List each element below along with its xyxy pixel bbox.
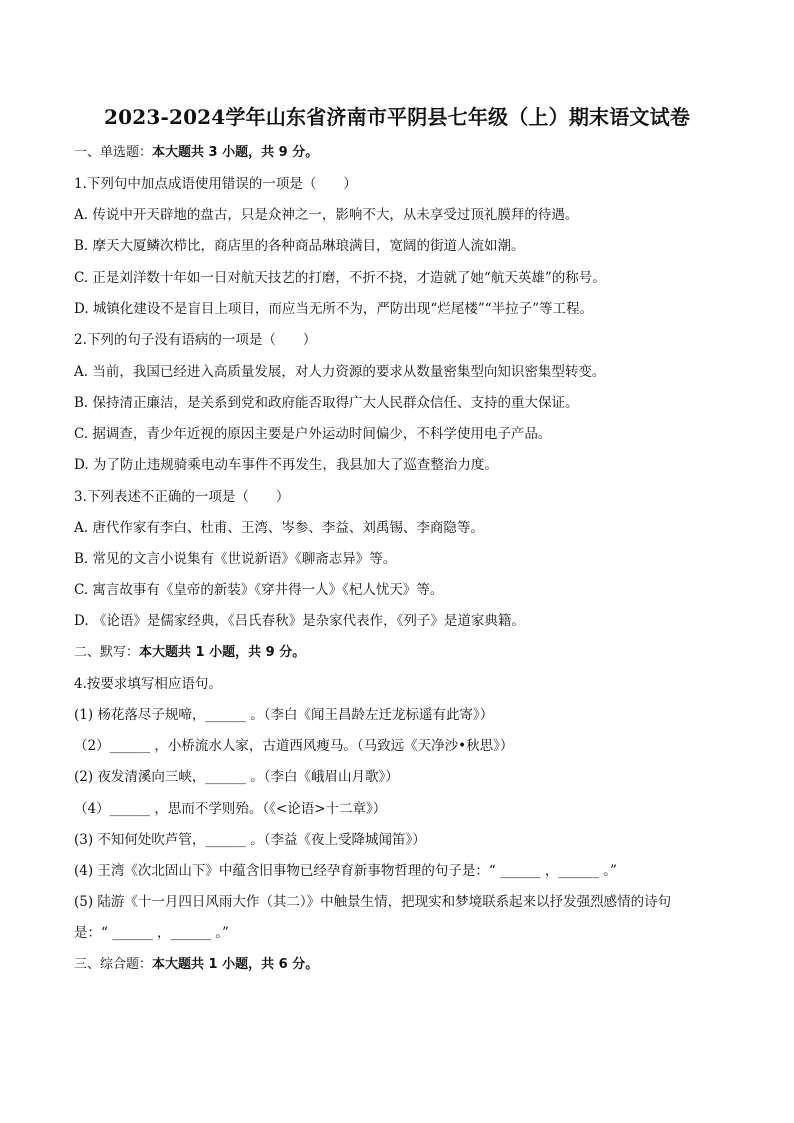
section-heading-comprehensive <box>74 955 734 975</box>
section-heading-single-choice <box>74 143 734 163</box>
question-4-item-4: （4）______ ，思而不学则殆。（《<论语>十二章》） <box>74 801 387 817</box>
question-4-item-6: (4) 王湾《次北固山下》中蕴含旧事物已经孕育新事物哲理的句子是：“ ______ ，______ 。” <box>74 863 617 879</box>
question-1-option-d: D. 城镇化建设不是盲目上项目，而应当无所不为，严防出现“烂尾楼”“半拉子”等工程。 <box>74 301 594 317</box>
section-prefix: 三、综合题： <box>74 957 153 972</box>
section-desc: 本大题共 1 小题，共 6 分。 <box>152 957 319 972</box>
question-3-option-b: B. 常见的文言小说集有《世说新语》《聊斋志异》等。 <box>74 551 397 567</box>
question-2-option-b: B. 保持清正廉洁，是关系到党和政府能否取得广大人民群众信任、支持的重大保证。 <box>74 395 579 411</box>
question-1-option-c: C. 正是刘洋数十年如一日对航天技艺的打磨，不折不挠，才造就了她“航天英雄”的称号。 <box>74 270 606 286</box>
section-heading-dictation <box>74 643 734 663</box>
question-3-option-a: A. 唐代作家有李白、杜甫、王湾、岑参、李益、刘禹锡、李商隐等。 <box>74 520 484 536</box>
question-4-item-5: (3) 不知何处吹芦管，______ 。（李益《夜上受降城闻笛》） <box>74 832 426 848</box>
question-4-item-1: (1) 杨花落尽子规啼，______ 。（李白《闻王昌龄左迁龙标遥有此寄》） <box>74 707 494 723</box>
question-1-stem: 1.下列句中加点成语使用错误的一项是（ ） <box>74 176 357 192</box>
question-2-option-d: D. 为了防止违规骑乘电动车事件不再发生，我县加大了巡查整治力度。 <box>74 457 498 473</box>
question-4-item-2: （2）______ ，小桥流水人家，古道西风瘦马。（马致远《天净沙•秋思》） <box>74 738 514 754</box>
question-1-option-b: B. 摩天大厦鳞次栉比，商店里的各种商品琳琅满目，宽阔的街道人流如潮。 <box>74 238 525 254</box>
question-4-item-3: (2) 夜发清溪向三峡，______ 。（李白《峨眉山月歌》） <box>74 769 399 785</box>
question-4-item-7: (5) 陆游《十一月四日风雨大作（其二）》中触景生情，把现实和梦境联系起来以抒发强烈感情的诗句 <box>74 894 672 910</box>
question-1-option-a: A. 传说中开天辟地的盘古，只是众神之一，影响不大，从未享受过顶礼膜拜的待遇。 <box>74 207 579 223</box>
exam-title: 2023-2024学年山东省济南市平阴县七年级（上）期末语文试卷 <box>103 105 691 129</box>
section-desc: 本大题共 1 小题，共 9 分。 <box>139 645 306 660</box>
question-2-stem: 2.下列的句子没有语病的一项是（ ） <box>74 332 317 348</box>
question-3-stem: 3.下列表述不正确的一项是（ ） <box>74 489 290 505</box>
question-3-option-d: D. 《论语》是儒家经典，《吕氏春秋》是杂家代表作，《列子》是道家典籍。 <box>74 613 525 629</box>
question-4-stem: 4.按要求填写相应语句。 <box>74 676 222 692</box>
question-2-option-a: A. 当前，我国已经进入高质量发展，对人力资源的要求从数量密集型向知识密集型转变。 <box>74 364 606 380</box>
question-3-option-c: C. 寓言故事有《皇帝的新装》《穿井得一人》《杞人忧天》等。 <box>74 582 444 598</box>
section-prefix: 二、默写： <box>74 645 140 660</box>
question-4-item-7-continued: 是：“ ______ ，______ 。” <box>74 925 229 941</box>
question-2-option-c: C. 据调查，青少年近视的原因主要是户外运动时间偏少，不科学使用电子产品。 <box>74 426 552 442</box>
section-prefix: 一、单选题： <box>74 145 153 160</box>
section-desc: 本大题共 3 小题，共 9 分。 <box>152 145 319 160</box>
